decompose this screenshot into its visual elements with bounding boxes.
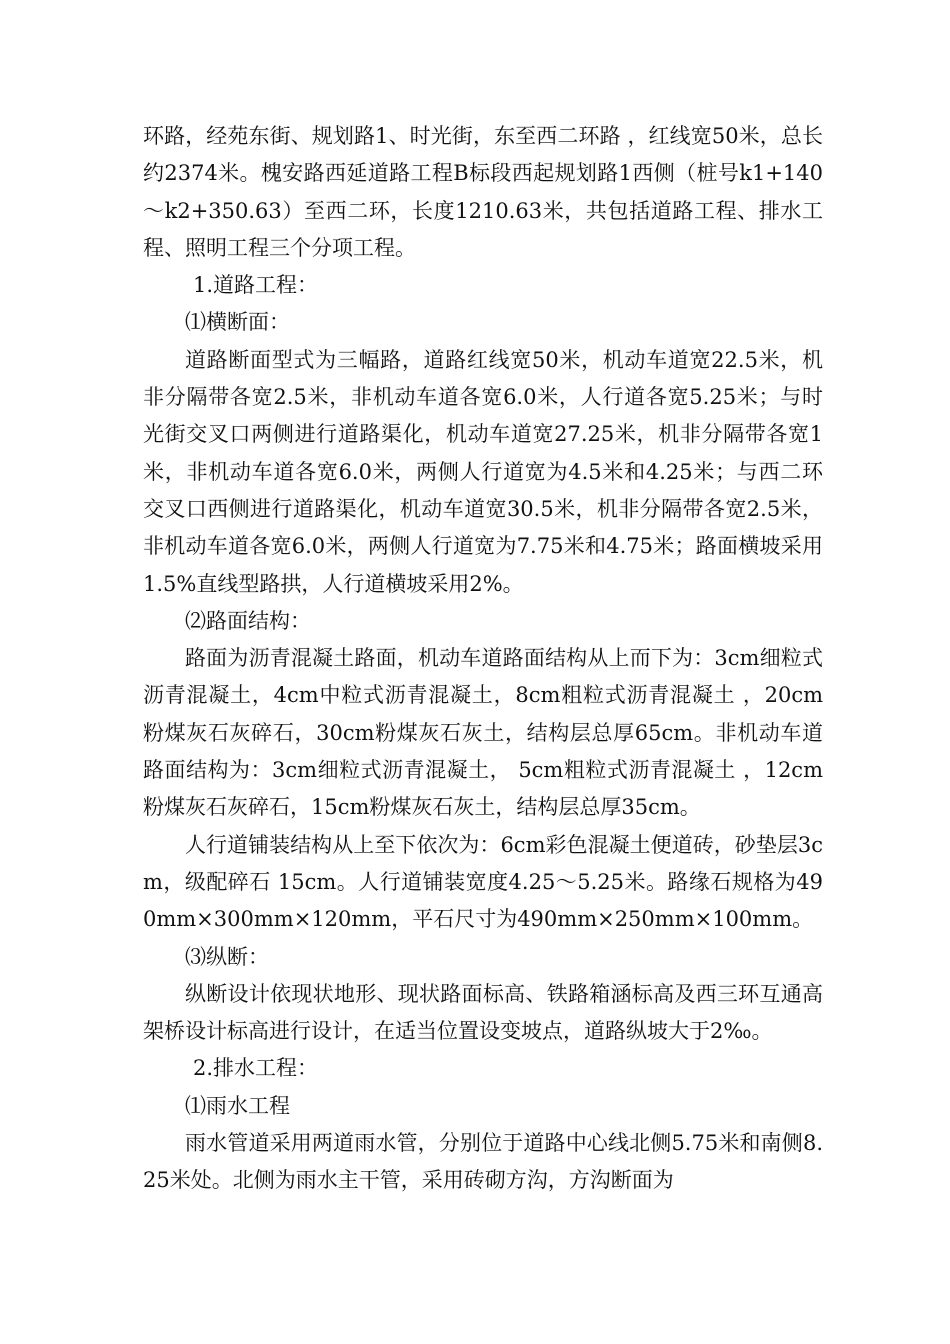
document-body (143, 118, 823, 1200)
subheading-longitudinal-section: ⑶纵断： (185, 944, 269, 969)
paragraph-cross-section: 道路断面型式为三幅路，道路红线宽50米，机动车道宽22.5米，机非分隔带各宽2.5米，非机动车道各宽6.0米，人行道各宽5.25米；与时光街交叉口两侧进行道路渠化，机动车道宽27.25米，机非分隔带各宽1米，非机动车道各宽6.0米，两侧人行道宽为4.5米和4.25米；与西二环交叉口西侧进行道路渠化，机动车道宽30.5米，机非分隔带各宽2.5米，非机动车道各宽6.0米，两侧人行道宽为7.75米和4.75米；路面横坡采用1.5%直线型路拱，人行道横坡采用2%。 (143, 347, 823, 596)
paragraph-sidewalk-paving: 人行道铺装结构从上至下依次为：6cm彩色混凝土便道砖，砂垫层3cm，级配碎石 15cm。人行道铺装宽度4.25～5.25米。路缘石规格为490mm×300mm×120mm，平石尺寸为490mm×250mm×100mm。 (143, 832, 823, 932)
subheading-rainwater-works: ⑴雨水工程 (185, 1093, 290, 1118)
paragraph-longitudinal-section: 纵断设计依现状地形、现状路面标高、铁路箱涵标高及西三环互通高架桥设计标高进行设计，在适当位置设变坡点，道路纵坡大于2‰。 (143, 981, 823, 1044)
subheading-pavement-structure: ⑵路面结构： (185, 608, 311, 633)
section-heading-drainage-works: 2.排水工程： (193, 1056, 319, 1081)
paragraph-rainwater-works: 雨水管道采用两道雨水管，分别位于道路中心线北侧5.75米和南侧8.25米处。北侧为雨水主干管，采用砖砌方沟，方沟断面为 (143, 1131, 823, 1193)
paragraph-pavement-structure: 路面为沥青混凝土路面，机动车道路面结构从上而下为：3cm细粒式沥青混凝土，4cm中粒式沥青混凝土，8cm粗粒式沥青混凝土 ，20cm粉煤灰石灰碎石，30cm粉煤灰石灰土，结构层总厚65cm。非机动车道路面结构为：3cm细粒式沥青混凝土， 5cm粗粒式沥青混凝土 ，12cm粉煤灰石灰碎石，15cm粉煤灰石灰土，结构层总厚35cm。 (143, 646, 823, 820)
subheading-cross-section: ⑴横断面： (185, 310, 290, 335)
section-heading-road-works: 1.道路工程： (193, 273, 319, 298)
paragraph-continued: 环路，经苑东街、规划路1、时光街，东至西二环路 ，红线宽50米，总长约2374米。槐安路西延道路工程B标段西起规划路1西侧（桩号k1+140～k2+350.63）至西二环，长度1210.63米，共包括道路工程、排水工程、照明工程三个分项工程。 (143, 124, 823, 260)
